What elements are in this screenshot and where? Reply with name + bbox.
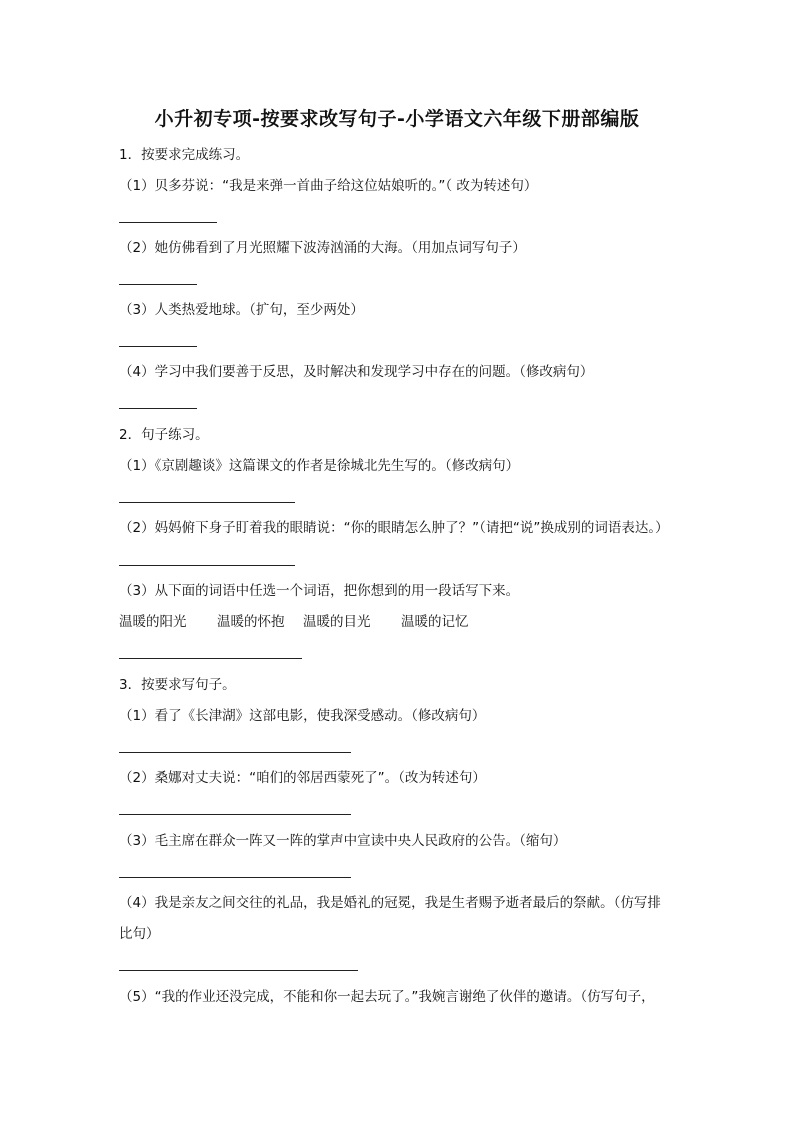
page-title: 小升初专项-按要求改写句子-小学语文六年级下册部编版 — [154, 108, 640, 130]
answer-blank-1-2[interactable] — [119, 284, 197, 285]
word-choices — [119, 613, 469, 631]
section-1-heading: 1．按要求完成练习。 — [119, 147, 250, 163]
answer-blank-1-1[interactable] — [119, 222, 217, 223]
answer-blank-1-4[interactable] — [119, 408, 197, 409]
question-3-2: （2）桑娜对丈夫说：“咱们的邻居西蒙死了”。（改为转述句） — [119, 770, 486, 786]
answer-blank-3-4[interactable] — [119, 970, 358, 971]
answer-blank-2-2[interactable] — [119, 565, 295, 566]
question-2-2: （2）妈妈俯下身子盯着我的眼睛说：“你的眼睛怎么肿了？”（请把“说”换成别的词语表达。） — [119, 520, 669, 536]
question-3-1: （1）看了《长津湖》这部电影，使我深受感动。（修改病句） — [119, 708, 486, 724]
question-1-1: （1）贝多芬说：“我是来弹一首曲子给这位姑娘听的。”（ 改为转述句） — [119, 178, 538, 194]
question-3-4-continued: 比句） — [119, 926, 160, 942]
word-choice: 温暖的目光 — [303, 614, 371, 630]
question-1-2: （2）她仿佛看到了月光照耀下波涛汹涌的大海。（用加点词写句子） — [119, 240, 526, 256]
section-2-heading: 2．句子练习。 — [119, 427, 209, 443]
answer-blank-1-3[interactable] — [119, 346, 197, 347]
question-2-3: （3）从下面的词语中任选一个词语，把你想到的用一段话写下来。 — [119, 583, 520, 599]
word-choice: 温暖的怀抱 — [217, 614, 285, 630]
word-choice: 温暖的阳光 — [119, 614, 187, 630]
answer-blank-2-1[interactable] — [119, 502, 295, 503]
question-1-4: （4）学习中我们要善于反思，及时解决和发现学习中存在的问题。（修改病句） — [119, 364, 594, 380]
question-3-4: （4）我是亲友之间交往的礼品，我是婚礼的冠冕，我是生者赐予逝者最后的祭献。（仿写排 — [119, 895, 661, 911]
section-3-heading: 3．按要求写句子。 — [119, 677, 236, 693]
word-choice: 温暖的记忆 — [401, 614, 469, 630]
question-2-1: （1）《京剧趣谈》这篇课文的作者是徐城北先生写的。（修改病句） — [119, 458, 520, 474]
question-1-3: （3）人类热爱地球。（扩句，至少两处） — [119, 302, 364, 318]
answer-blank-3-2[interactable] — [119, 814, 351, 815]
answer-blank-2-3[interactable] — [119, 658, 302, 659]
question-3-3: （3）毛主席在群众一阵又一阵的掌声中宣读中央人民政府的公告。（缩句） — [119, 833, 567, 849]
answer-blank-3-3[interactable] — [119, 877, 351, 878]
question-3-5: （5）“我的作业还没完成，不能和你一起去玩了。”我婉言谢绝了伙伴的邀请。（仿写句子， — [119, 989, 655, 1005]
answer-blank-3-1[interactable] — [119, 752, 351, 753]
